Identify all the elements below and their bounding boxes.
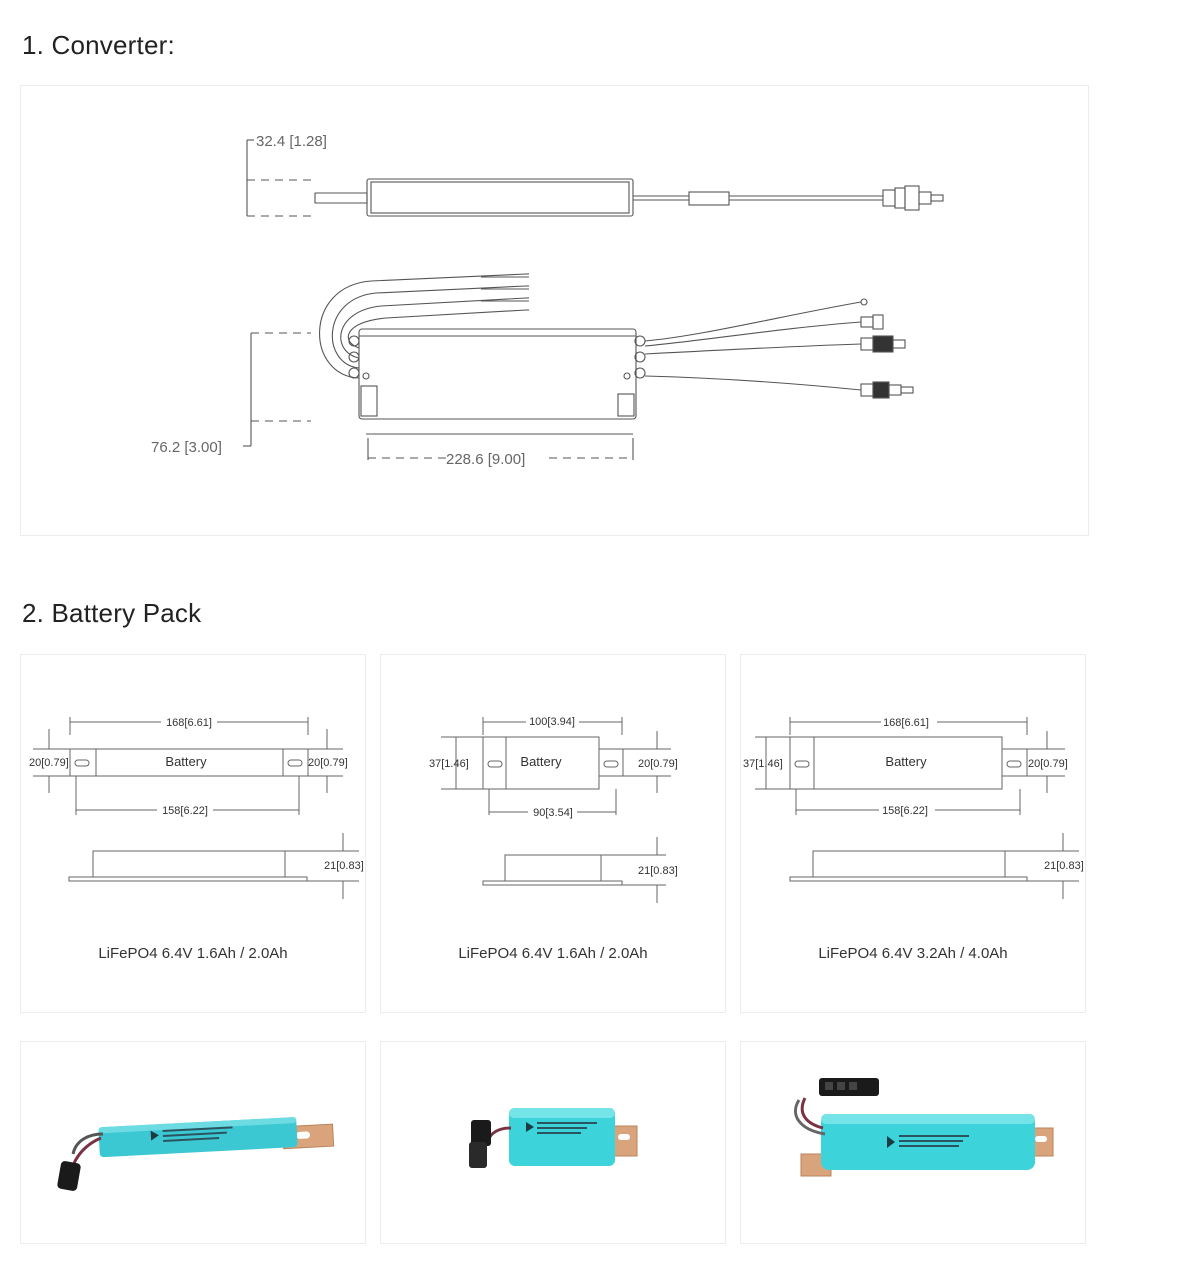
battery-drawing-panel-3	[740, 654, 1086, 1013]
battery-3-top-length: 168[6.61]	[883, 717, 929, 729]
battery-1-thickness: 21[0.83]	[324, 860, 364, 872]
battery-3-left-height: 37[1.46]	[743, 758, 783, 770]
battery-photo-1	[21, 1042, 367, 1245]
battery-drawing-panel-2	[380, 654, 726, 1013]
battery-3-bottom-length: 158[6.22]	[882, 805, 928, 817]
battery-photo-panel-1	[20, 1041, 366, 1244]
converter-drawing-panel	[20, 85, 1089, 536]
battery-photo-3	[741, 1042, 1087, 1245]
battery-2-body-label: Battery	[520, 754, 562, 769]
battery-2-top-length: 100[3.94]	[529, 716, 575, 728]
battery-3-caption: LiFePO4 6.4V 3.2Ah / 4.0Ah	[818, 945, 1008, 962]
battery-drawing-panel-1	[20, 654, 366, 1013]
dim-height-label: 76.2 [3.00]	[151, 439, 222, 456]
battery-2-caption: LiFePO4 6.4V 1.6Ah / 2.0Ah	[458, 945, 648, 962]
battery-3-thickness: 21[0.83]	[1044, 860, 1084, 872]
battery-1-right-height: 20[0.79]	[308, 757, 348, 769]
battery-1-bottom-length: 158[6.22]	[162, 805, 208, 817]
battery-1-caption: LiFePO4 6.4V 1.6Ah / 2.0Ah	[98, 945, 288, 962]
battery-3-right-height: 20[0.79]	[1028, 758, 1068, 770]
battery-2-left-height: 37[1.46]	[429, 758, 469, 770]
battery-1-top-length: 168[6.61]	[166, 717, 212, 729]
battery-photo-2	[381, 1042, 727, 1245]
battery-2-thickness: 21[0.83]	[638, 865, 678, 877]
battery-photo-panel-2	[380, 1041, 726, 1244]
battery-photo-panel-3	[740, 1041, 1086, 1244]
converter-drawing	[21, 86, 1090, 537]
battery-1-body-label: Battery	[165, 754, 207, 769]
dim-width-label: 32.4 [1.28]	[256, 133, 327, 150]
battery-1-left-height: 20[0.79]	[29, 757, 69, 769]
dim-length-label: 228.6 [9.00]	[446, 451, 526, 468]
section-title-battery-pack: 2. Battery Pack	[22, 598, 202, 628]
battery-2-right-height: 20[0.79]	[638, 758, 678, 770]
battery-2-bottom-length: 90[3.54]	[533, 807, 573, 819]
section-title-converter: 1. Converter:	[22, 30, 175, 60]
battery-3-body-label: Battery	[885, 754, 927, 769]
